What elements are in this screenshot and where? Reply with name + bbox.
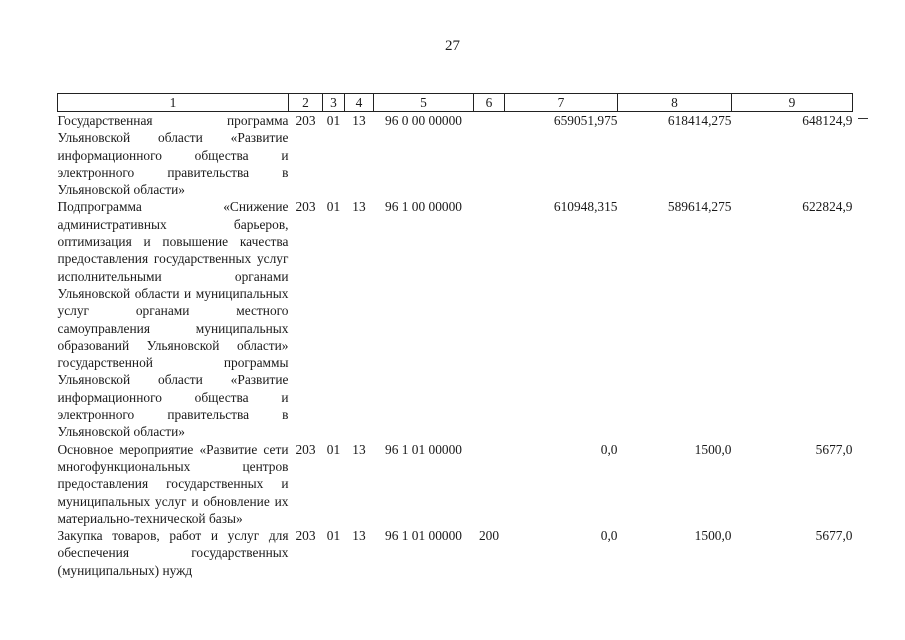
budget-table (57, 93, 853, 579)
row-value-8: 1500,0 (694, 441, 732, 457)
row-code-3: 01 (326, 199, 341, 215)
header-col-6: 6 (474, 94, 505, 112)
table-header (58, 94, 853, 112)
row-code-3: 01 (326, 441, 341, 457)
header-col-4: 4 (345, 94, 374, 112)
header-col-2: 2 (289, 94, 323, 112)
row-code-5: 96 1 01 00000 (385, 528, 462, 544)
row-value-7: 610948,315 (553, 199, 618, 215)
row-name: Подпрограмма «Снижение административных барьеров, оптимизация и повышение качества предоставления государственных услуг исполнительными органами Ульяновской области и муниципальных услуг органами местного самоуправления муниципальных образований Ульяновской области» государственной программы Ульяновской области «Развитие информационного общества и электронного правительства в Ульяновской области» (57, 199, 289, 440)
row-code-5: 96 1 01 00000 (385, 441, 462, 457)
row-code-3: 01 (326, 113, 341, 128)
row-code-6 (474, 441, 505, 527)
row-code-5: 96 1 00 00000 (385, 199, 462, 215)
row-value-9: 648124,9 (802, 113, 853, 128)
row-value-7: 659051,975 (553, 113, 618, 128)
table-row (58, 112, 853, 199)
row-code-2: 203 (295, 113, 316, 128)
row-code-2: 203 (295, 441, 316, 457)
header-col-3: 3 (323, 94, 345, 112)
header-col-5: 5 (374, 94, 474, 112)
row-value-8: 1500,0 (694, 528, 732, 544)
row-code-4: 13 (352, 441, 366, 457)
header-col-9: 9 (732, 94, 853, 112)
row-code-5: 96 0 00 00000 (385, 113, 462, 128)
page-number: 27 (445, 38, 460, 54)
row-code-6 (474, 198, 505, 440)
row-value-9: 5677,0 (815, 528, 853, 544)
row-code-6 (474, 112, 505, 199)
header-col-7: 7 (505, 94, 618, 112)
row-value-7: 0,0 (600, 528, 618, 544)
table-row (58, 198, 853, 440)
row-code-4: 13 (352, 113, 366, 128)
table-row (58, 441, 853, 527)
row-name: Основное мероприятие «Развитие сети многофункциональных центров предоставления государственных и муниципальных услуг и обновление их материально-технической базы» (57, 441, 289, 526)
row-code-4: 13 (352, 199, 366, 215)
row-value-7: 0,0 (600, 441, 618, 457)
margin-dash-mark (858, 118, 868, 119)
row-code-2: 203 (295, 528, 316, 544)
row-value-8: 618414,275 (667, 113, 732, 128)
row-name: Государственная программа Ульяновской области «Развитие информационного общества и электронного правительства в Ульяновской области» (57, 113, 289, 198)
row-code-3: 01 (326, 528, 341, 544)
row-code-4: 13 (352, 528, 366, 544)
row-value-9: 5677,0 (815, 441, 853, 457)
row-name: Закупка товаров, работ и услуг для обеспечения государственных (муниципальных) нужд (57, 528, 289, 578)
row-code-6: 200 (478, 528, 500, 544)
row-value-9: 622824,9 (802, 199, 853, 215)
row-code-2: 203 (295, 199, 316, 215)
header-row (58, 94, 853, 112)
table-row (58, 527, 853, 579)
table-body (58, 112, 853, 580)
row-value-8: 589614,275 (667, 199, 732, 215)
header-col-8: 8 (618, 94, 732, 112)
header-col-1: 1 (58, 94, 289, 112)
